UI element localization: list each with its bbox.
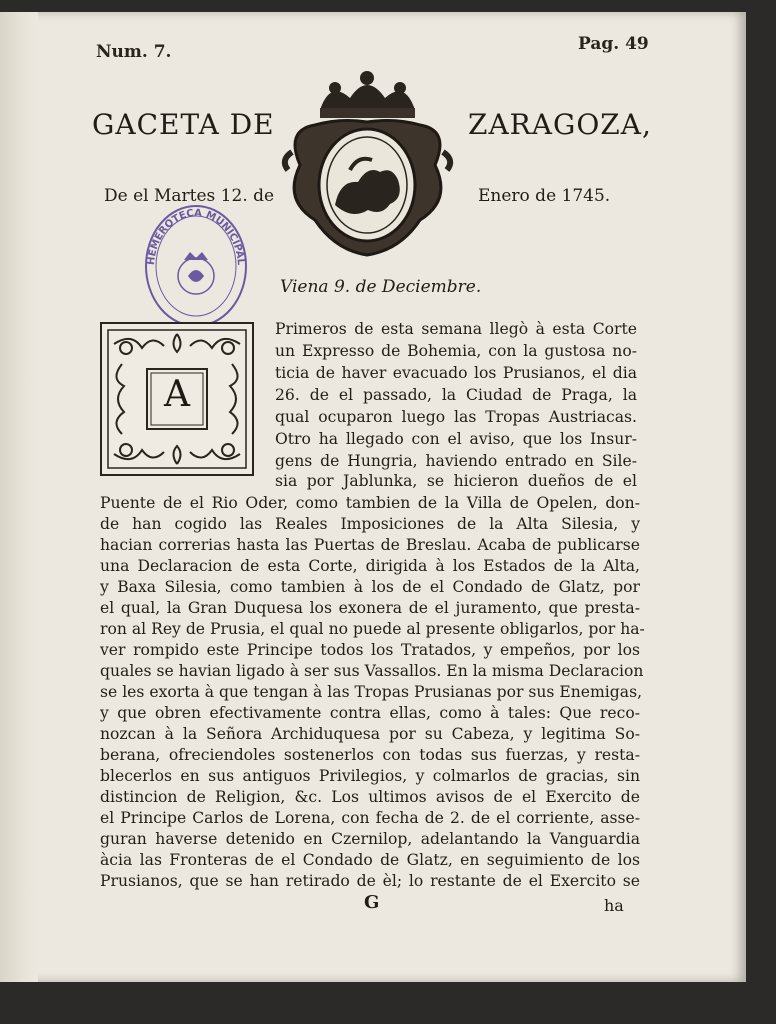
initial-letter: A	[164, 374, 190, 415]
article-line: y Baxa Silesia, como tambien à los de el Condado de Glatz, por	[100, 578, 640, 596]
page-fold	[0, 12, 38, 982]
article-line: ver rompido este Principe todos los Tratados, y empeños, por los	[100, 641, 640, 659]
article-line: Prusianos, que se han retirado de èl; lo restante de el Exercito se	[100, 872, 640, 890]
article-line: sia por Jablunka, se hicieron dueños de el	[275, 472, 637, 490]
article-line: àcia las Fronteras de el Condado de Glatz, en seguimiento de los	[100, 851, 640, 869]
article-line: 26. de el passado, la Ciudad de Praga, la	[275, 386, 637, 404]
page-number: Pag. 49	[578, 34, 649, 54]
signature-mark: G	[364, 892, 380, 913]
article-line: el qual, la Gran Duquesa los exonera de el juramento, que presta-	[100, 599, 640, 617]
catchword: ha	[604, 896, 624, 915]
issue-number: Num. 7.	[96, 42, 172, 62]
article-line: gens de Hungria, haviendo entrado en Sile-	[275, 452, 637, 470]
article-line: distincion de Religion, &c. Los ultimos avisos de el Exercito de	[100, 788, 640, 806]
article-line: qual ocuparon luego las Tropas Austriacas.	[275, 408, 637, 426]
article-line: el Principe Carlos de Lorena, con fecha de 2. de el corriente, asse-	[100, 809, 640, 827]
article-line: guran haverse detenido en Czernilop, adelantando la Vanguardia	[100, 830, 640, 848]
issue-date-left: De el Martes 12. de	[104, 186, 275, 206]
article-line: Primeros de esta semana llegò à esta Corte	[275, 320, 637, 338]
decorative-initial	[100, 322, 254, 476]
article-line: berana, ofreciendoles sostenerlos con todas sus fuerzas, y resta-	[100, 746, 640, 764]
article-line: hacian correrias hasta las Puertas de Breslau. Acaba de publicarse	[100, 536, 640, 554]
article-line: quales se havian ligado à ser sus Vassallos. En la misma Declaracion	[100, 662, 644, 680]
article-line: Otro ha llegado con el aviso, que los Insur-	[275, 430, 637, 448]
article-dateline: Viena 9. de Deciembre.	[280, 277, 482, 297]
article-line: y que obren efectivamente contra ellas, como à tales: Que reco-	[100, 704, 640, 722]
article-line: blecerlos en sus antiguos Privilegios, y colmarlos de gracias, sin	[100, 767, 640, 785]
masthead-title-left: GACETA DE	[92, 108, 275, 141]
article-line: se les exorta à que tengan à las Tropas Prusianas por sus Enemigas,	[100, 683, 643, 701]
masthead-title-right: ZARAGOZA,	[468, 108, 652, 141]
article-line: Puente de el Rio Oder, como tambien de la Villa de Opelen, don-	[100, 494, 640, 512]
article-line: nozcan à la Señora Archiduquesa por su Cabeza, y legitima So-	[100, 725, 640, 743]
library-stamp	[140, 198, 252, 328]
article-line: un Expresso de Bohemia, con la gustosa no-	[275, 342, 637, 360]
article-line: de han cogido las Reales Imposiciones de la Alta Silesia, y	[100, 515, 640, 533]
article-line: ticia de haver evacuado los Prusianos, el dia	[275, 364, 637, 382]
coat-of-arms-emblem	[280, 70, 455, 260]
svg-text:HEMEROTECA MUNICIPAL: HEMEROTECA MUNICIPAL	[145, 207, 246, 266]
article-line: una Declaracion de esta Corte, dirigida à los Estados de la Alta,	[100, 557, 640, 575]
article-line: ron al Rey de Prusia, el qual no puede al presente obligarlos, por ha-	[100, 620, 645, 638]
issue-date-right: Enero de 1745.	[478, 186, 611, 206]
